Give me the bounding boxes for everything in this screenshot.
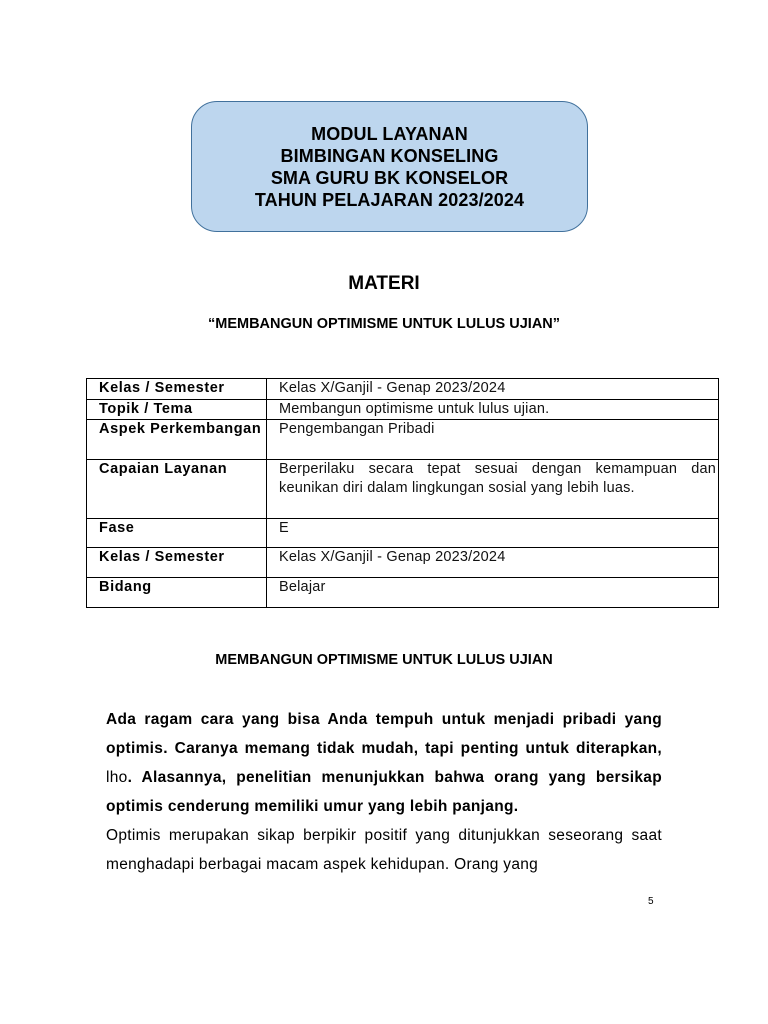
row-label: Topik / Tema xyxy=(87,400,267,420)
row-value: Berperilaku secara tepat sesuai dengan kemampuan dan keunikan diri dalam lingkungan sosial yang lebih luas. xyxy=(267,460,719,519)
row-value: Kelas X/Ganjil - Genap 2023/2024 xyxy=(267,548,719,578)
materi-topic-title: “MEMBANGUN OPTIMISME UNTUK LULUS UJIAN” xyxy=(207,316,561,332)
row-label: Capaian Layanan xyxy=(87,460,267,519)
header-line-4: TAHUN PELAJARAN 2023/2024 xyxy=(254,189,525,210)
row-label: Kelas / Semester xyxy=(87,379,267,400)
row-label: Bidang xyxy=(87,578,267,608)
row-value: Pengembangan Pribadi xyxy=(267,420,719,460)
table-row xyxy=(87,420,719,460)
table-row xyxy=(87,548,719,578)
table-row xyxy=(87,379,719,400)
table-row xyxy=(87,400,719,420)
row-label: Aspek Perkembangan xyxy=(87,420,267,460)
module-header-box xyxy=(191,101,588,232)
body-text xyxy=(106,705,662,879)
page-number: 5 xyxy=(648,896,654,907)
header-line-3: SMA GURU BK KONSELOR xyxy=(270,167,509,188)
intro-text-part-1: Ada ragam cara yang bisa Anda tempuh untuk menjadi pribadi yang optimis. Caranya memang tidak mudah, tapi penting untuk diterapkan, xyxy=(106,711,662,757)
module-info-table xyxy=(86,378,719,608)
row-value: E xyxy=(267,519,719,548)
intro-text-lho: lho xyxy=(106,769,128,786)
section-title: MEMBANGUN OPTIMISME UNTUK LULUS UJIAN xyxy=(215,652,553,668)
table-row xyxy=(87,519,719,548)
header-line-2: BIMBINGAN KONSELING xyxy=(280,145,499,166)
row-value: Kelas X/Ganjil - Genap 2023/2024 xyxy=(267,379,719,400)
materi-title: MATERI xyxy=(348,273,420,294)
row-value: Belajar xyxy=(267,578,719,608)
table-row xyxy=(87,578,719,608)
intro-paragraph xyxy=(106,705,662,821)
intro-text-part-2: . Alasannya, penelitian menunjukkan bahwa orang yang bersikap optimis cenderung memiliki umur yang lebih panjang. xyxy=(106,769,662,815)
optimism-paragraph: Optimis merupakan sikap berpikir positif yang ditunjukkan seseorang saat menghadapi berbagai macam aspek kehidupan. Orang yang xyxy=(106,827,662,873)
row-value: Membangun optimisme untuk lulus ujian. xyxy=(267,400,719,420)
header-line-1: MODUL LAYANAN xyxy=(311,123,468,144)
row-label: Kelas / Semester xyxy=(87,548,267,578)
row-label: Fase xyxy=(87,519,267,548)
table-row xyxy=(87,460,719,519)
